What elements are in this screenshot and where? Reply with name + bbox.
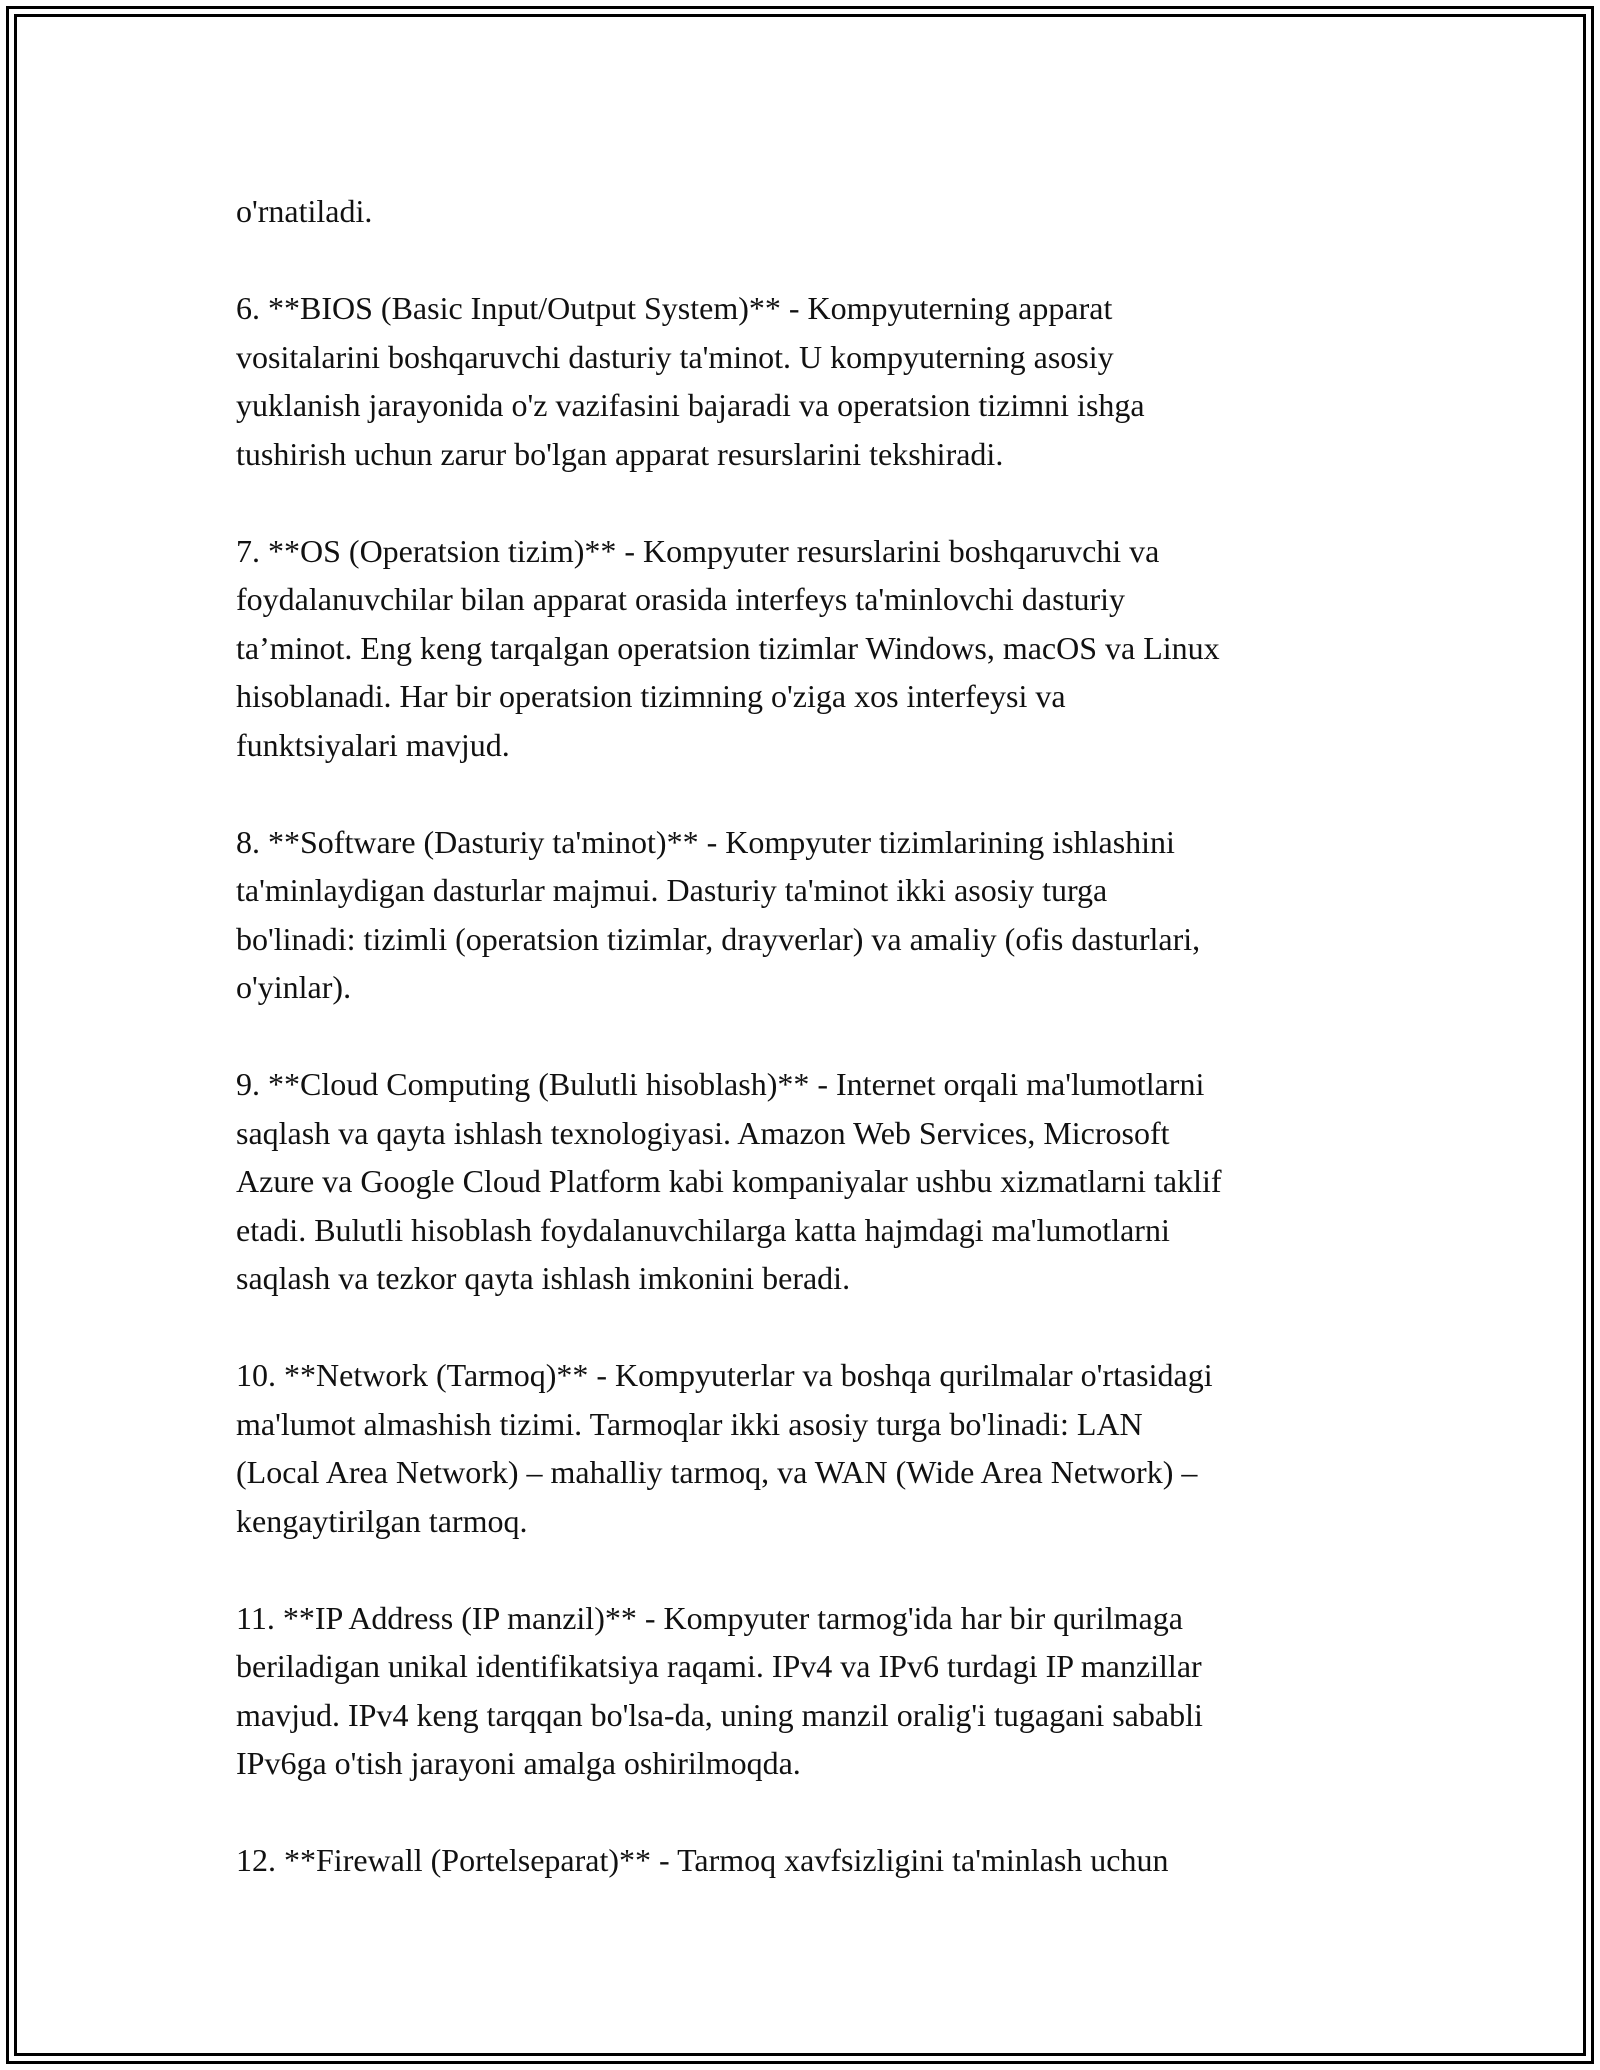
text-line: vositalarini boshqaruvchi dasturiy ta'minot. U kompyuterning asosiy <box>236 338 1114 375</box>
text-line: 10. **Network (Tarmoq)** - Kompyuterlar va boshqa qurilmalar o'rtasidagi <box>236 1357 1213 1393</box>
text-line: bo'linadi: tizimli (operatsion tizimlar, drayverlar) va amaliy (ofis dasturlari, <box>236 920 1201 957</box>
text-line: o'rnatiladi. <box>236 193 373 229</box>
paragraph <box>236 1594 1384 1788</box>
text-line: mavjud. IPv4 keng tarqqan bo'lsa-da, uning manzil oralig'i tugagani sababli <box>236 1696 1203 1733</box>
text-line: 7. **OS (Operatsion tizim)** - Kompyuter resurslarini boshqaruvchi va <box>236 532 1160 569</box>
paragraph <box>236 1351 1384 1545</box>
text-line: ta’minot. Eng keng tarqalgan operatsion tizimlar Windows, macOS va Linux <box>236 629 1220 666</box>
document-body <box>236 187 1384 1933</box>
text-line: (Local Area Network) – mahalliy tarmoq, va WAN (Wide Area Network) – <box>236 1454 1198 1490</box>
paragraph <box>236 1836 1384 1885</box>
text-line: 11. **IP Address (IP manzil)** - Kompyuter tarmog'ida har bir qurilmaga <box>236 1599 1183 1636</box>
text-line: ta'minlaydigan dasturlar majmui. Dasturiy ta'minot ikki asosiy turga <box>236 872 1108 908</box>
text-line: saqlash va tezkor qayta ishlash imkonini beradi. <box>236 1260 851 1296</box>
paragraph <box>236 818 1384 1012</box>
text-line: funktsiyalari mavjud. <box>236 726 510 763</box>
text-line: etadi. Bulutli hisoblash foydalanuvchilarga katta hajmdagi ma'lumotlarni <box>236 1211 1170 1248</box>
paragraph <box>236 527 1384 770</box>
text-line: 8. **Software (Dasturiy ta'minot)** - Kompyuter tizimlarining ishlashini <box>236 823 1175 860</box>
text-line: kengaytirilgan tarmoq. <box>236 1502 528 1539</box>
text-line: o'yinlar). <box>236 969 352 1005</box>
text-line: ma'lumot almashish tizimi. Tarmoqlar ikki asosiy turga bo'linadi: LAN <box>236 1405 1143 1442</box>
text-line: 6. **BIOS (Basic Input/Output System)** - Kompyuterning apparat <box>236 290 1113 326</box>
text-line: 12. **Firewall (Portelseparat)** - Tarmoq xavfsizligini ta'minlash uchun <box>236 1842 1169 1878</box>
text-line: yuklanish jarayonida o'z vazifasini bajaradi va operatsion tizimni ishga <box>236 387 1145 423</box>
paragraph <box>236 187 1384 236</box>
text-line: foydalanuvchilar bilan apparat orasida interfeys ta'minlovchi dasturiy <box>236 581 1126 617</box>
text-line: Azure va Google Cloud Platform kabi kompaniyalar ushbu xizmatlarni taklif <box>236 1163 1222 1199</box>
text-line: 9. **Cloud Computing (Bulutli hisoblash)** - Internet orqali ma'lumotlarni <box>236 1066 1205 1102</box>
text-line: tushirish uchun zarur bo'lgan apparat resurslarini tekshiradi. <box>236 435 1004 472</box>
text-line: beriladigan unikal identifikatsiya raqami. IPv4 va IPv6 turdagi IP manzillar <box>236 1648 1202 1684</box>
text-line: hisoblanadi. Har bir operatsion tizimning o'ziga xos interfeysi va <box>236 678 1066 714</box>
text-line: saqlash va qayta ishlash texnologiyasi. Amazon Web Services, Microsoft <box>236 1114 1170 1151</box>
paragraph <box>236 284 1384 478</box>
text-line: IPv6ga o'tish jarayoni amalga oshirilmoqda. <box>236 1745 801 1781</box>
paragraph <box>236 1060 1384 1303</box>
